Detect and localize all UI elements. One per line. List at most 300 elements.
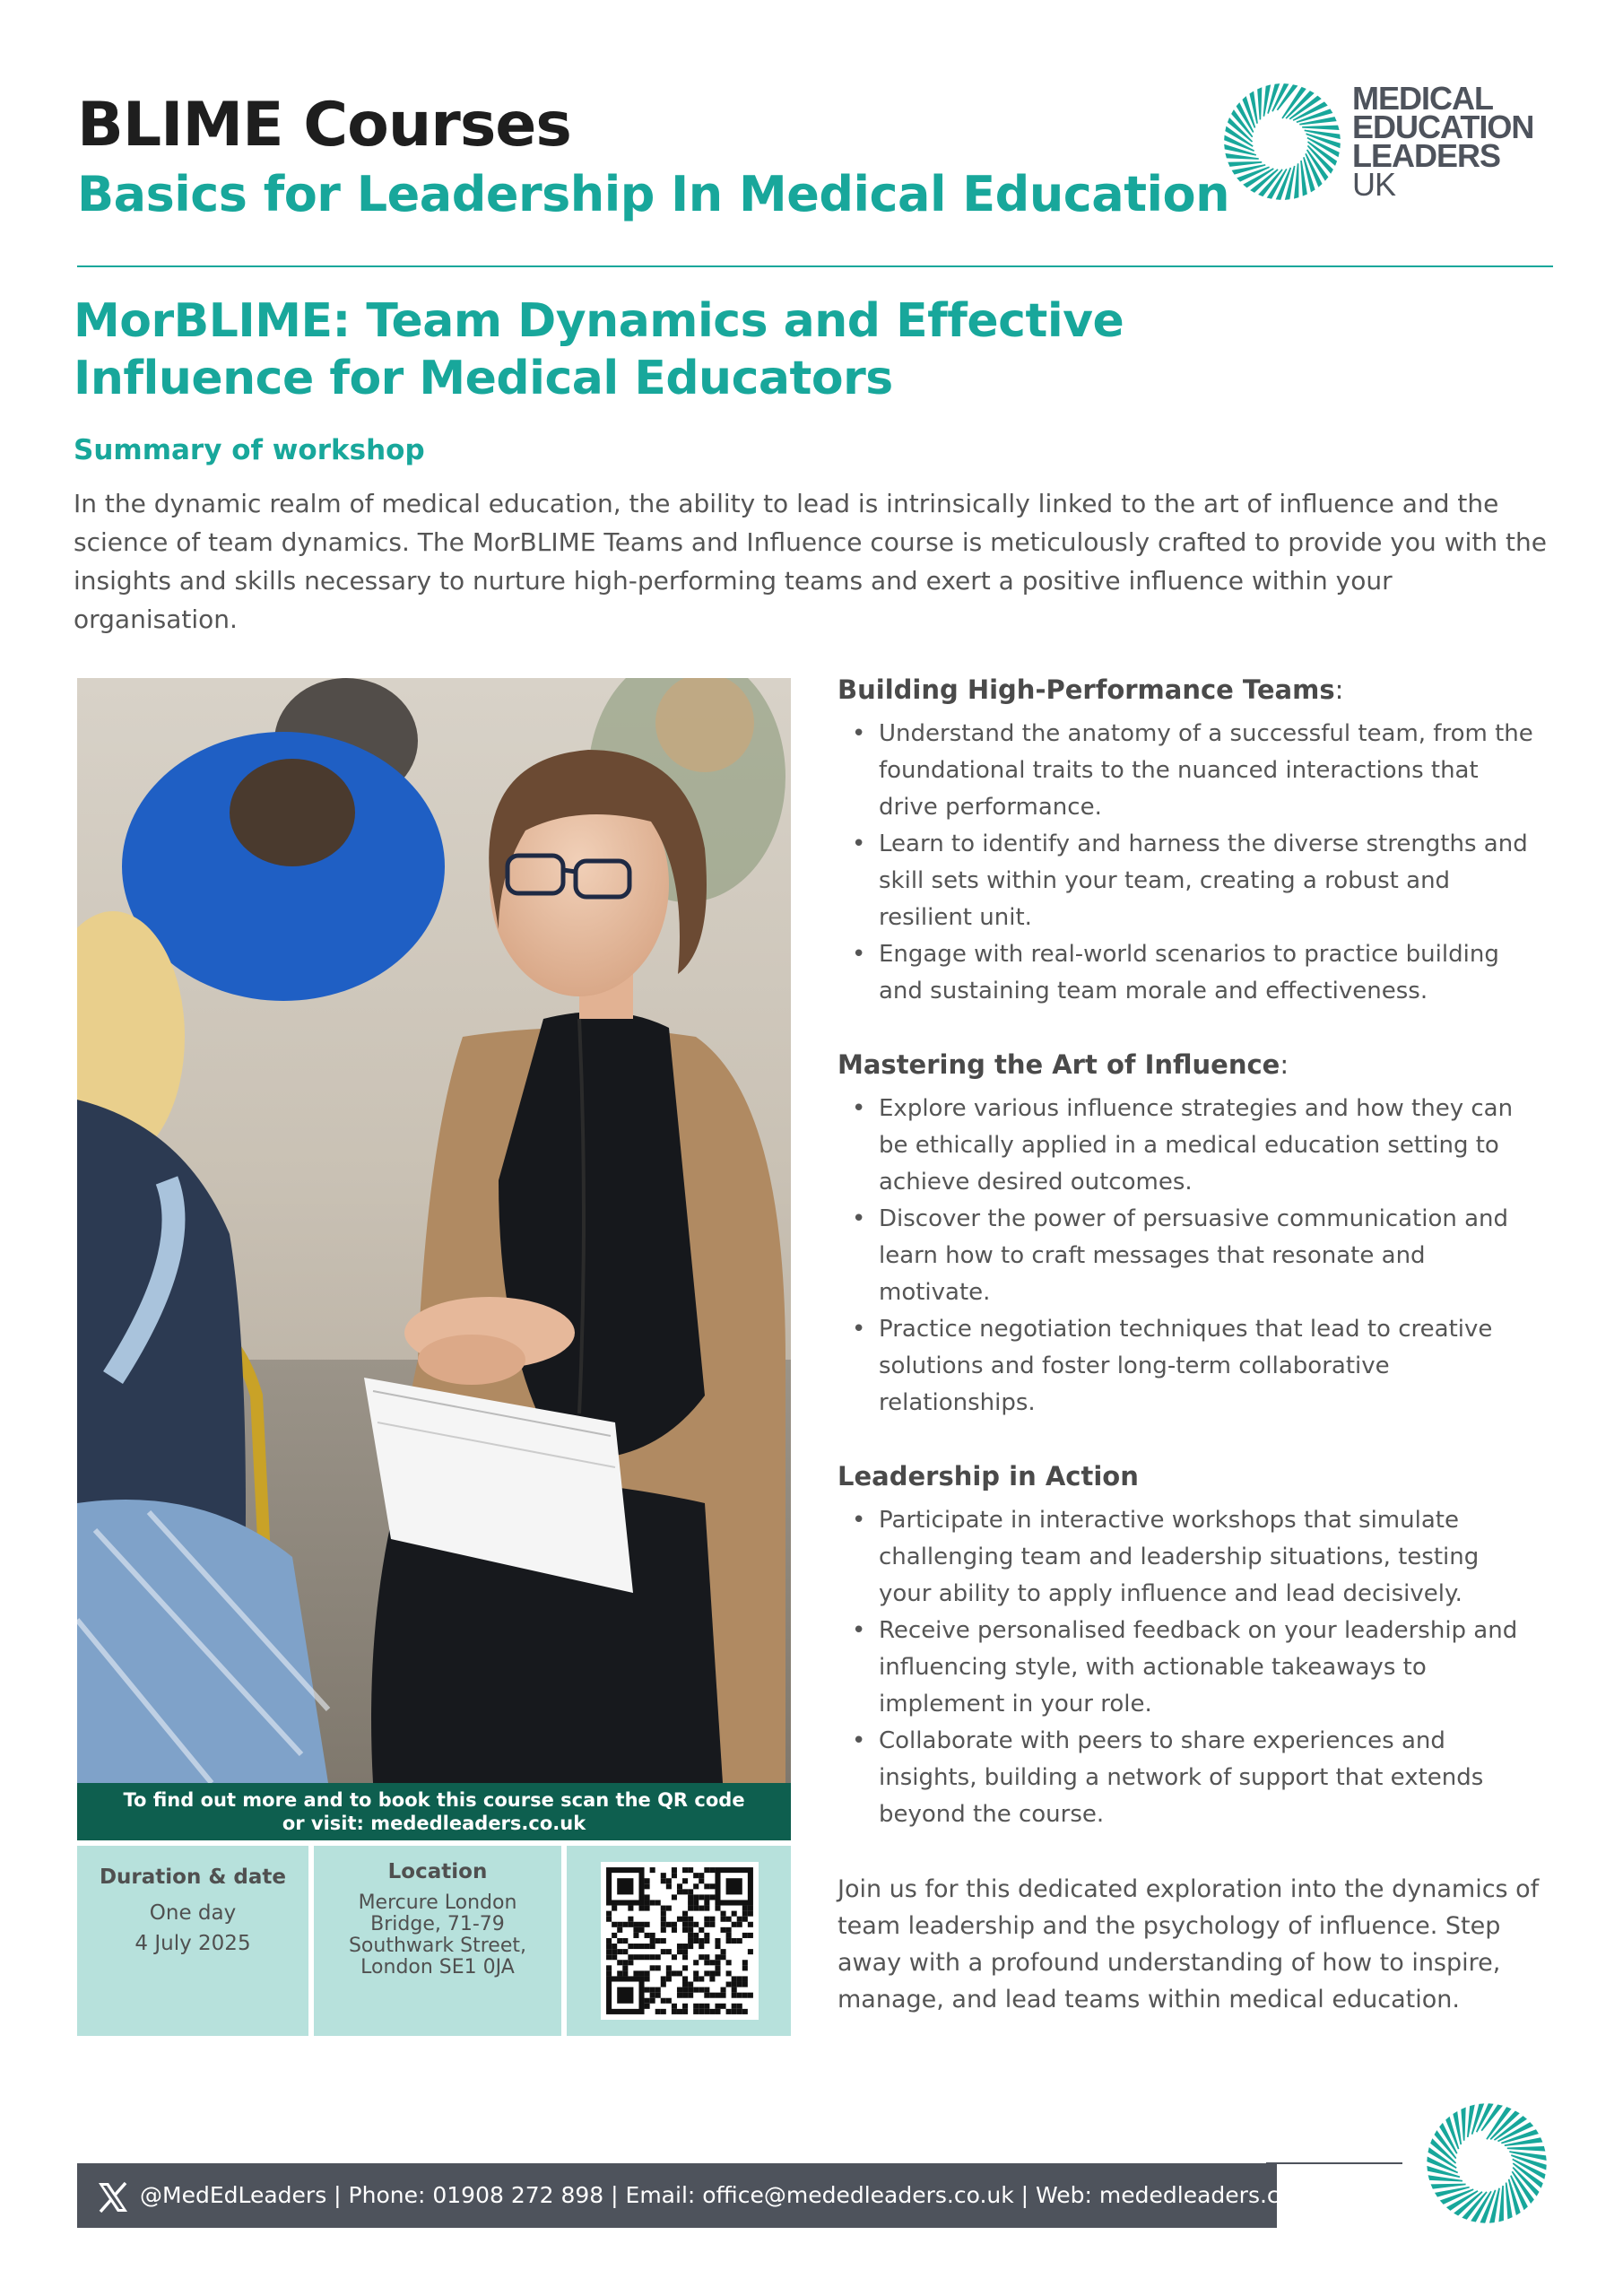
qr-module [699, 1906, 704, 1911]
qr-module [622, 1965, 628, 1970]
qr-module [666, 1922, 672, 1927]
qr-module [737, 1976, 742, 1981]
qr-code[interactable] [601, 1862, 759, 2020]
bullet-list [838, 716, 1537, 1010]
qr-module [742, 1976, 748, 1981]
qr-module [726, 1970, 732, 1976]
qr-module [693, 2004, 699, 2009]
qr-module [622, 1960, 628, 1965]
qr-module [661, 1998, 666, 2004]
qr-module [737, 1993, 742, 1998]
qr-module [606, 1970, 612, 1976]
qr-module [622, 1949, 628, 1954]
qr-module [682, 2009, 688, 2014]
date-value: 4 July 2025 [135, 1932, 251, 1955]
qr-module [645, 1922, 650, 1927]
qr-module [688, 1944, 693, 1949]
qr-module [606, 1911, 612, 1917]
logo-ray [1432, 2184, 1466, 2187]
qr-module [737, 1982, 742, 1987]
qr-module [650, 1954, 655, 1960]
qr-module [732, 1993, 737, 1998]
qr-module [650, 1900, 655, 1905]
qr-module [715, 2004, 720, 2009]
qr-module [699, 2004, 704, 2009]
qr-module [742, 1933, 748, 1938]
qr-module [742, 1965, 748, 1970]
qr-module [699, 1894, 704, 1900]
course-title-line: Influence for Medical Educators [74, 352, 893, 405]
qr-module [672, 1873, 677, 1878]
section-leadership-action [838, 1461, 1537, 1833]
qr-module [704, 1917, 709, 1922]
qr-module [721, 1987, 726, 1993]
qr-module [742, 1911, 748, 1917]
logo-ray [1302, 126, 1338, 129]
course-title [74, 292, 1124, 407]
qr-module [645, 1878, 650, 1883]
qr-module [682, 1954, 688, 1960]
qr-module [617, 1878, 633, 1894]
qr-module [666, 1878, 672, 1883]
qr-module [672, 1970, 677, 1976]
qr-module [721, 1917, 726, 1922]
qr-module [721, 1949, 726, 1954]
qr-module [726, 1933, 732, 1938]
qr-module [704, 1970, 709, 1976]
qr-module [704, 1900, 709, 1905]
qr-module [721, 2004, 726, 2009]
qr-module [661, 1949, 666, 1954]
qr-module [715, 1954, 720, 1960]
logo-line: MEDICAL [1352, 80, 1493, 117]
qr-module [693, 1976, 699, 1981]
qr-module [650, 1993, 655, 1998]
logo-ray [1462, 2109, 1465, 2141]
footer-contact-bar [77, 2163, 1327, 2228]
logo-burst-icon [1422, 2099, 1551, 2228]
qr-module [666, 1965, 672, 1970]
qr-module [732, 1911, 737, 1917]
qr-module [748, 1993, 753, 1998]
qr-module [688, 1987, 693, 1993]
qr-module [617, 1970, 622, 1976]
qr-module [682, 1911, 688, 1917]
location-line: London SE1 0JA [360, 1956, 515, 1979]
qr-module [622, 1938, 628, 1944]
qr-module [688, 1933, 693, 1938]
booking-banner-line[interactable]: or visit: mededleaders.co.uk [282, 1813, 586, 1834]
logo-ray [1258, 89, 1262, 120]
qr-module [726, 1878, 742, 1894]
qr-module [704, 1993, 709, 1998]
qr-module [612, 1949, 617, 1954]
qr-module [688, 1900, 693, 1905]
qr-module [742, 1960, 748, 1965]
duration-heading: Duration & date [99, 1866, 287, 1889]
qr-module [617, 1960, 622, 1965]
qr-module [688, 1927, 693, 1933]
qr-module [677, 1883, 682, 1889]
page-subtitle: Basics for Leadership In Medical Education [77, 166, 1230, 222]
qr-module [709, 1976, 715, 1981]
qr-module [693, 1970, 699, 1976]
qr-module [633, 1933, 638, 1938]
qr-module [622, 1970, 628, 1976]
qr-module [715, 1938, 720, 1944]
qr-module [699, 1987, 704, 1993]
page-title: BLIME Courses [77, 90, 571, 161]
qr-module [693, 1873, 699, 1878]
logo-text [1352, 80, 1534, 203]
qr-module [612, 1922, 617, 1927]
qr-module [732, 1938, 737, 1944]
qr-module [748, 1906, 753, 1911]
qr-module [704, 1954, 709, 1960]
location-box [314, 1846, 561, 2036]
qr-module [612, 1906, 617, 1911]
qr-module [677, 2009, 682, 2014]
qr-module [650, 1987, 655, 1993]
qr-module [699, 1954, 704, 1960]
qr-module [704, 1960, 709, 1965]
qr-module [645, 1954, 650, 1960]
qr-module [645, 1906, 650, 1911]
qr-module [693, 1883, 699, 1889]
qr-module [628, 1906, 633, 1911]
summary-text: In the dynamic realm of medical education, the ability to lead is intrinsically linked to the art of influence and the science of team dynamics. The MorBLIME Teams and Influence course is meticulously crafted to provide you with the insights and skills necessary to nurture high-performing teams and exert a positive influence within your organisation. [74, 489, 1547, 634]
qr-module [737, 2004, 742, 2009]
qr-module [732, 1982, 737, 1987]
qr-module [661, 1906, 666, 1911]
list-item: • Engage with real-world scenarios to practice building and sustaining team morale and effectiveness. [879, 936, 1537, 1010]
qr-module [672, 1927, 677, 1933]
qr-module [661, 1976, 666, 1981]
qr-module [748, 1911, 753, 1917]
qr-module [709, 1867, 715, 1873]
course-title-line: MorBLIME: Team Dynamics and Effective [74, 294, 1124, 348]
footer-text[interactable]: @MedEdLeaders | Phone: 01908 272 898 | Email: office@mededleaders.co.uk | Web: mededleaders.co.uk [140, 2182, 1327, 2208]
location-heading: Location [387, 1860, 488, 1883]
qr-module [645, 1944, 650, 1949]
qr-module [645, 1970, 650, 1976]
qr-module [645, 1933, 650, 1938]
duration-value: One day [149, 1901, 237, 1925]
medical-education-leaders-logo [1219, 79, 1560, 204]
qr-module [748, 1933, 753, 1938]
qr-module [721, 1954, 726, 1960]
qr-module [682, 1944, 688, 1949]
qr-module [726, 1927, 732, 1933]
qr-module [682, 2004, 688, 2009]
qr-module [732, 1987, 737, 1993]
qr-module [704, 1987, 709, 1993]
qr-module [737, 2009, 742, 2014]
qr-module [666, 1976, 672, 1981]
qr-module [704, 2009, 709, 2014]
qr-module [650, 1933, 655, 1938]
qr-module [650, 1867, 655, 1873]
qr-module [732, 2009, 737, 2014]
qr-module [693, 1894, 699, 1900]
qr-module [721, 1927, 726, 1933]
qr-module [709, 2009, 715, 2014]
qr-module [726, 1982, 732, 1987]
qr-module [688, 1906, 693, 1911]
logo-ray [1295, 163, 1298, 197]
qr-module [726, 1917, 732, 1922]
booking-banner-line: To find out more and to book this course scan the QR code [123, 1789, 745, 1811]
qr-module [638, 1970, 644, 1976]
qr-module [612, 1944, 617, 1949]
qr-module [645, 1883, 650, 1889]
section-influence [838, 1049, 1537, 1422]
qr-module [688, 1993, 693, 1998]
qr-module [638, 1944, 644, 1949]
location-line: Southwark Street, [348, 1935, 527, 1957]
qr-module [737, 1917, 742, 1922]
logo-ray [1499, 2186, 1503, 2221]
qr-module [682, 1867, 688, 1873]
qr-module [726, 1938, 732, 1944]
qr-module [699, 2009, 704, 2014]
section-heading: Mastering the Art of Influence: [838, 1049, 1289, 1080]
qr-module [677, 1949, 682, 1954]
qr-module [693, 1900, 699, 1905]
list-item: • Discover the power of persuasive communication and learn how to craft messages that resonate and motivate. [879, 1201, 1537, 1311]
qr-module [715, 1993, 720, 1998]
qr-module [732, 1922, 737, 1927]
qr-module [682, 1993, 688, 1998]
qr-module [628, 1944, 633, 1949]
qr-module [732, 2004, 737, 2009]
qr-module [699, 1873, 704, 1878]
qr-module [617, 1987, 633, 2004]
qr-module [726, 2009, 732, 2014]
qr-module [645, 1987, 650, 1993]
qr-module [661, 1911, 666, 1917]
qr-module [617, 1922, 622, 1927]
qr-module [682, 1927, 688, 1933]
qr-module [682, 1917, 688, 1922]
qr-module [628, 1917, 633, 1922]
qr-module [628, 1922, 633, 1927]
location-line: Bridge, 71-79 [370, 1913, 505, 1935]
qr-module [688, 1982, 693, 1987]
qr-module [655, 1965, 661, 1970]
qr-module [661, 2009, 666, 2014]
qr-module [682, 1922, 688, 1927]
qr-module [650, 1965, 655, 1970]
qr-module [617, 1938, 622, 1944]
qr-module [737, 1938, 742, 1944]
qr-module [606, 1944, 612, 1949]
qr-module [682, 1987, 688, 1993]
qr-module [677, 1944, 682, 1949]
qr-module [688, 1938, 693, 1944]
qr-module [704, 1922, 709, 1927]
qr-module [617, 1927, 622, 1933]
qr-module [682, 1889, 688, 1894]
qr-module [709, 1922, 715, 1927]
qr-module [682, 1949, 688, 1954]
qr-module [677, 1889, 682, 1894]
qr-module [650, 1998, 655, 2004]
qr-module [688, 1867, 693, 1873]
list-item: • Collaborate with peers to share experiences and insights, building a network of support that extends beyond the course. [879, 1723, 1537, 1833]
qr-module [715, 2009, 720, 2014]
bullet-list [838, 1091, 1537, 1422]
qr-module [709, 1894, 715, 1900]
logo-line: LEADERS [1352, 137, 1501, 174]
qr-module [693, 2009, 699, 2014]
qr-module [633, 1970, 638, 1976]
qr-module [666, 1906, 672, 1911]
qr-module [693, 1987, 699, 1993]
qr-module [748, 1922, 753, 1927]
qr-module [742, 1917, 748, 1922]
qr-module [688, 1922, 693, 1927]
qr-module [612, 1954, 617, 1960]
qr-module [677, 1970, 682, 1976]
section-building-teams [838, 674, 1537, 1010]
qr-module [699, 1927, 704, 1933]
qr-module [715, 1906, 720, 1911]
qr-module [672, 1922, 677, 1927]
logo-line: UK [1352, 166, 1396, 203]
qr-module [715, 1960, 720, 1965]
workshop-photo-illustration [77, 678, 791, 1783]
qr-module [677, 1917, 682, 1922]
qr-module [661, 1917, 666, 1922]
qr-module [704, 1933, 709, 1938]
qr-module [704, 1894, 709, 1900]
qr-module [666, 1883, 672, 1889]
closing-text: Join us for this dedicated exploration into the dynamics of team leadership and the psychology of influence. Step away with a profound understanding of how to inspire, manage, and lead teams within medical education. [838, 1875, 1540, 2013]
qr-module [693, 1922, 699, 1927]
qr-module [726, 1960, 732, 1965]
qr-module [606, 1917, 612, 1922]
qr-module [704, 1906, 709, 1911]
qr-module [672, 1894, 677, 1900]
qr-module [709, 1917, 715, 1922]
list-item: • Understand the anatomy of a successful team, from the foundational traits to the nuanced interactions that drive performance. [879, 716, 1537, 826]
qr-module [666, 1949, 672, 1954]
qr-module [693, 1960, 699, 1965]
qr-module [661, 1927, 666, 1933]
qr-module [666, 1998, 672, 2004]
logo-line: EDUCATION [1352, 109, 1534, 145]
qr-module [645, 1998, 650, 2004]
qr-module [704, 1883, 709, 1889]
qr-module [742, 2009, 748, 2014]
qr-module [645, 1900, 650, 1905]
qr-module [655, 1993, 661, 1998]
qr-module [612, 1933, 617, 1938]
bullet-list [838, 1502, 1537, 1833]
qr-module [650, 1944, 655, 1949]
qr-module [704, 1938, 709, 1944]
qr-module [628, 1954, 633, 1960]
qr-module [661, 1873, 666, 1878]
workshop-photo [77, 678, 791, 1783]
logo-ray [1229, 162, 1263, 166]
qr-module [617, 1949, 622, 1954]
qr-module [682, 1976, 688, 1981]
logo-ray [1507, 2147, 1544, 2151]
qr-module [682, 1965, 688, 1970]
qr-module [682, 1982, 688, 1987]
qr-module [742, 1982, 748, 1987]
qr-module [655, 1900, 661, 1905]
qr-module [655, 2009, 661, 2014]
location-line: Mercure London [358, 1892, 517, 1914]
qr-module [704, 1867, 709, 1873]
header-divider [77, 265, 1553, 267]
qr-module [699, 1938, 704, 1944]
qr-module [672, 2004, 677, 2009]
qr-module [633, 1954, 638, 1960]
qr-module [638, 1922, 644, 1927]
qr-module [742, 1993, 748, 1998]
qr-module [677, 1993, 682, 1998]
qr-module [699, 1976, 704, 1981]
qr-module [709, 1970, 715, 1976]
list-item: • Learn to identify and harness the diverse strengths and skill sets within your team, creating a robust and resilient unit. [879, 826, 1537, 936]
qr-module [606, 1954, 612, 1960]
qr-module [606, 1938, 612, 1944]
qr-module [655, 1954, 661, 1960]
qr-module [715, 1965, 720, 1970]
qr-module [732, 1976, 737, 1981]
qr-module [688, 1894, 693, 1900]
qr-module [742, 1906, 748, 1911]
qr-module [633, 1922, 638, 1927]
x-twitter-icon[interactable] [95, 2179, 131, 2215]
qr-module [709, 1960, 715, 1965]
qr-module [606, 1965, 612, 1970]
qr-module [661, 1922, 666, 1927]
qr-module [693, 1906, 699, 1911]
qr-module [628, 1960, 633, 1965]
booking-banner [77, 1783, 791, 1840]
qr-module [709, 1993, 715, 1998]
qr-module [672, 1954, 677, 1960]
qr-module [699, 1878, 704, 1883]
qr-module [661, 1982, 666, 1987]
qr-module [721, 1993, 726, 1998]
qr-module [661, 1938, 666, 1944]
qr-module [645, 1976, 650, 1981]
qr-module [704, 2004, 709, 2009]
logo-burst-icon [1219, 79, 1345, 204]
qr-module [709, 1883, 715, 1889]
qr-module [715, 1970, 720, 1976]
qr-module [688, 1889, 693, 1894]
qr-module [715, 1944, 720, 1949]
list-item: • Receive personalised feedback on your leadership and influencing style, with actionable takeaways to implement in your role. [879, 1613, 1537, 1723]
section-heading: Building High-Performance Teams: [838, 674, 1344, 705]
qr-module [688, 1917, 693, 1922]
qr-module [645, 2004, 650, 2009]
qr-module [699, 1944, 704, 1949]
duration-box [77, 1846, 308, 2036]
section-heading: Leadership in Action [838, 1461, 1139, 1492]
logo-ray [1436, 2187, 1469, 2196]
list-item: • Participate in interactive workshops that simulate challenging team and leadership situations, testing your ability to apply influence and lead decisively. [879, 1502, 1537, 1613]
qr-module [655, 1938, 661, 1944]
qr-module [638, 1906, 644, 1911]
